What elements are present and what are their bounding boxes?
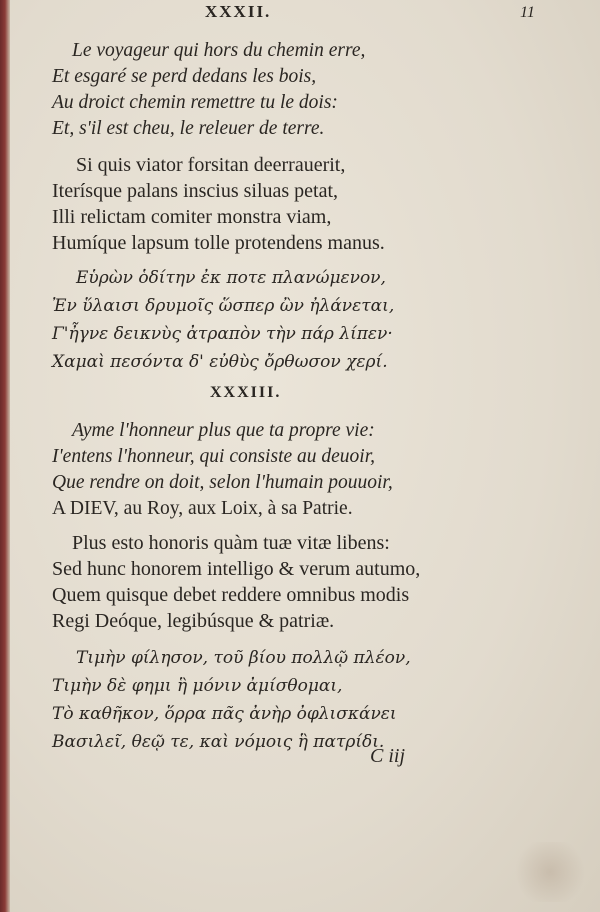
- verse-line: Sed hunc honorem intelligo & verum autumo,: [52, 558, 421, 580]
- verse-line: Ayme l'honneur plus que ta propre vie:: [72, 420, 375, 441]
- signature-mark: C iij: [370, 745, 406, 767]
- verse-line: Et esgaré se perd dedans les bois,: [52, 66, 317, 87]
- page-number: 11: [520, 4, 535, 21]
- verse-line: Χαμαὶ πεσόντα δ' εὐθὺς ὄρθωσον χερί.: [52, 352, 388, 372]
- stanza1-french: [48, 38, 365, 142]
- verse-line: Quem quisque debet reddere omnibus modis: [52, 584, 410, 606]
- verse-line: Que rendre on doit, selon l'humain pouuoir,: [52, 472, 393, 493]
- verse-line: Τὸ καθῆκον, ὅρρα πᾶς ἀνὴρ ὀφλισκάνει: [52, 704, 397, 724]
- verse-line: Τιμὴν δὲ φημι ἣ μόνιν ἀμίσθομαι,: [52, 676, 343, 696]
- verse-line: Le voyageur qui hors du chemin erre,: [72, 40, 366, 61]
- verse-line: Iterísque palans inscius siluas petat,: [52, 180, 339, 202]
- verse-line: Εὑρὼν ὁδίτην ἐκ ποτε πλανώμενον,: [76, 268, 386, 288]
- verse-line: Et, s'il est cheu, le releuer de terre.: [52, 118, 325, 139]
- stanza2-french: [48, 418, 393, 522]
- section-number: XXXII.: [205, 2, 272, 21]
- stanza1-latin: [48, 152, 385, 256]
- verse-line: Humíque lapsum tolle protendens manus.: [52, 232, 385, 254]
- stanza2-latin: [48, 530, 420, 634]
- verse-line: Plus esto honoris quàm tuæ vitæ libens:: [72, 532, 390, 554]
- verse-line: Au droict chemin remettre tu le dois:: [52, 92, 338, 113]
- verse-line: Regi Deóque, legibúsque & patriæ.: [52, 610, 335, 632]
- verse-line: Τιμὴν φίλησον, τοῦ βίου πολλῷ πλέον,: [76, 648, 411, 668]
- verse-line: Γ'ἦγνε δεικνὺς ἀτραπὸν τὴν πάρ λίπεν·: [52, 324, 393, 344]
- paper-stain: [510, 842, 590, 902]
- binding-edge: [0, 0, 10, 912]
- verse-line: I'entens l'honneur, qui consiste au deuoir,: [52, 446, 376, 467]
- stanza2-greek: [48, 644, 411, 756]
- verse-line: Illi relictam comiter monstra viam,: [52, 206, 332, 228]
- verse-line: Ἐν ὕλαισι δρυμοῖς ὥσπερ ὢν ἠλάνεται,: [52, 296, 395, 316]
- verse-line: Βασιλεῖ, θεῷ τε, καὶ νόμοις ἣ πατρίδι.: [52, 732, 385, 752]
- stanza1-greek: [48, 264, 394, 376]
- verse-line: A DIEV, au Roy, aux Loix, à sa Patrie.: [52, 498, 353, 519]
- verse-line: Si quis viator forsitan deerrauerit,: [76, 154, 346, 176]
- section-heading: XXXIII.: [210, 384, 282, 401]
